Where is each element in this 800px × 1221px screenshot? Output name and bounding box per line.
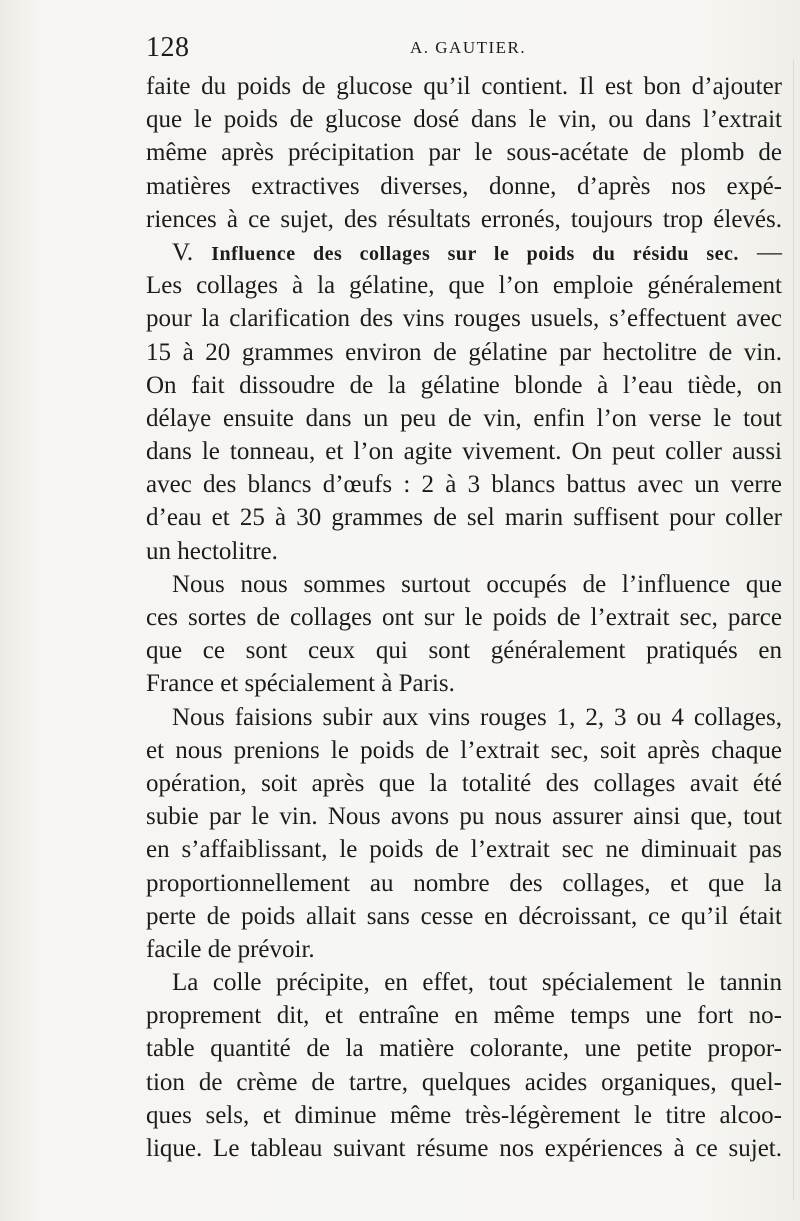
text-line: facile de prévoir. [146, 935, 315, 963]
text-line: dans le tonneau, et l’on agite vivement. On peut coller aussi [146, 438, 782, 466]
text-line: ques sels, et diminue même très-légèrement le titre alcoo- [146, 1101, 782, 1129]
text-line: même après précipitation par le sous-acétate de plomb de [146, 139, 782, 167]
body-text [146, 70, 782, 1165]
text-line: On fait dissoudre de la gélatine blonde à l’eau tiède, on [146, 371, 782, 399]
text-line: Nous nous sommes surtout occupés de l’influence que [172, 570, 782, 598]
text-line: et nous prenions le poids de l’extrait sec, soit après chaque [146, 736, 782, 764]
text-line: ces sortes de collages ont sur le poids de l’extrait sec, parce [146, 604, 782, 631]
text-line: délaye ensuite dans un peu de vin, enfin l’on verse le tout [146, 404, 782, 432]
text-line: un hectolitre. [146, 537, 278, 565]
running-head: A. GAUTIER. [410, 38, 527, 57]
text-line: riences à ce sujet, des résultats erronés, toujours trop élevés. [146, 205, 782, 233]
text-line: France et spécialement à Paris. [146, 670, 455, 698]
page-number: 128 [146, 32, 190, 63]
text-line: que ce sont ceux qui sont généralement pratiqués en [146, 637, 782, 665]
text-line: tion de crème de tartre, quelques acides organiques, quel- [146, 1068, 782, 1096]
text-line: pour la clarification des vins rouges usuels, s’effectuent avec [146, 305, 782, 333]
text-line: opération, soit après que la totalité des collages avait été [146, 769, 782, 797]
page-header [146, 32, 786, 62]
text-line: subie par le vin. Nous avons pu nous assurer ainsi que, tout [146, 803, 782, 831]
text-line: en s’affaiblissant, le poids de l’extrait sec ne diminuait pas [146, 836, 782, 864]
text-line: matières extractives diverses, donne, d’après nos expé- [146, 172, 782, 200]
section-number: V. [172, 238, 194, 266]
page-edge-shadow [793, 60, 794, 1200]
section-dash: — [757, 238, 783, 266]
text-line: Les collages à la gélatine, que l’on emploie généralement [146, 272, 782, 300]
section-heading-line [146, 236, 782, 269]
text-line: proportionnellement au nombre des collages, et que la [146, 869, 782, 897]
text-line: d’eau et 25 à 30 grammes de sel marin suffisent pour coller [146, 504, 782, 532]
text-line: que le poids de glucose dosé dans le vin, ou dans l’extrait [146, 106, 782, 134]
text-line: 15 à 20 grammes environ de gélatine par hectolitre de vin. [146, 338, 782, 366]
section-title: Influence des collages sur le poids du résidu sec. [211, 242, 739, 265]
text-line: Nous faisions subir aux vins rouges 1, 2, 3 ou 4 collages, [172, 703, 782, 731]
text-line: lique. Le tableau suivant résume nos expériences à ce sujet. [146, 1135, 782, 1162]
text-line: avec des blancs d’œufs : 2 à 3 blancs battus avec un verre [146, 471, 782, 499]
text-line: faite du poids de glucose qu’il contient. Il est bon d’ajouter [146, 73, 782, 100]
text-line: table quantité de la matière colorante, une petite propor- [146, 1035, 782, 1063]
text-line: La colle précipite, en effet, tout spécialement le tannin [172, 969, 782, 997]
text-line: perte de poids allait sans cesse en décroissant, ce qu’il était [146, 902, 782, 930]
text-line: proprement dit, et entraîne en même temps une fort no- [146, 1002, 782, 1030]
